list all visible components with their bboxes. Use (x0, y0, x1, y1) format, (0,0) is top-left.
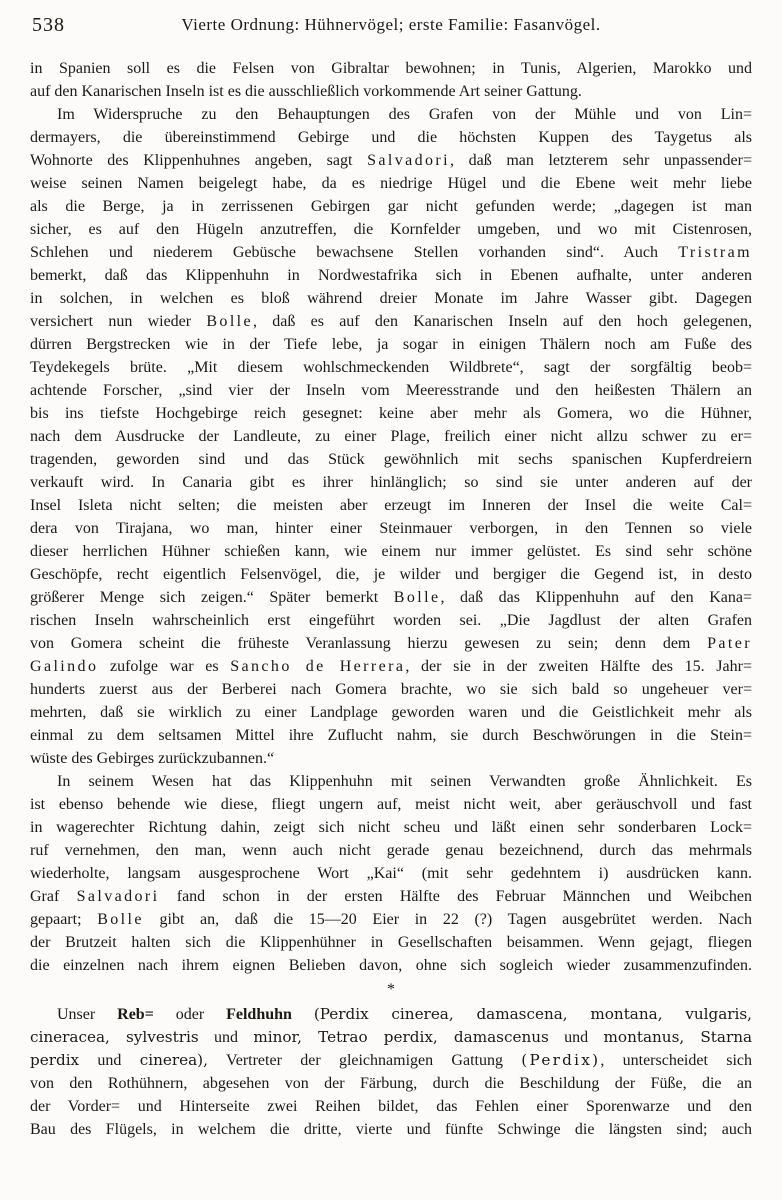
text-line (30, 954, 752, 977)
spaced-name: Bolle (97, 911, 144, 928)
text-line (30, 80, 752, 103)
text-line (30, 218, 752, 241)
latin-name: montanus, Starna (603, 1028, 752, 1046)
section-separator: * (387, 981, 395, 998)
text-line (30, 494, 752, 517)
text-run: Geschöpfe, recht eigentlich Felsenvögel, die, je wilder und bergiger die Gegend ist, in desto (30, 566, 752, 583)
text-run: tragenden, geworden sind und das Stück gewöhnlich mit sechs spanischen Kupferdreiern (30, 451, 752, 468)
text-run: und (79, 1052, 140, 1069)
spaced-name: Sancho de Herrera (230, 658, 406, 675)
paragraph (30, 1003, 752, 1141)
spaced-name: Bolle (206, 313, 254, 330)
text-run: , daß das Klippenhuhn auf den Kana= (440, 589, 752, 606)
text-run: in solchen, in welchen es bloß während dreier Monate im Jahre Wasser gibt. Dagegen (30, 290, 752, 307)
latin-name: perdix (30, 1051, 80, 1069)
text-run: bemerkt, daß das Klippenhuhn in Nordwestafrika sich in Ebenen aufhalte, unter anderen (30, 267, 752, 284)
text-line (30, 724, 752, 747)
text-run: mehrten, daß sie wirklich zu einer Landplage geworden waren und die Geistlichkeit mehr als (30, 704, 752, 721)
text-line (30, 310, 752, 333)
text-line (30, 747, 752, 770)
text-line (30, 448, 752, 471)
text-run: Unser (57, 1006, 118, 1023)
running-header-title: Vierte Ordnung: Hühnervögel; erste Familie: Fasanvögel. (181, 15, 601, 34)
text-run: gibt an, daß die 15—20 Eier in 22 (?) Tagen ausgebrütet werden. Nach (143, 911, 752, 928)
text-run: nach dem Ausdrucke der Landleute, zu einer Plage, freilich einer nicht allzu schwer zu er= (30, 428, 752, 445)
text-line (30, 425, 752, 448)
text-line (30, 264, 752, 287)
text-line (30, 563, 752, 586)
text-run: Im Widerspruche zu den Behauptungen des Grafen von der Mühle und von Lin= (57, 106, 752, 123)
text-line (30, 908, 752, 931)
text-line (30, 356, 752, 379)
text-run: wiederholte, langsam ausgesprochene Wort „Kai“ (mit sehr gedehntem i) ausdrücken kann. (30, 865, 752, 882)
spaced-name: Galindo (30, 658, 99, 675)
text-run: wüste des Gebirges zurückzubannen.“ (30, 750, 275, 767)
text-run: dürren Bergstrecken wie in der Tiefe lebe, ja sogar in einigen Thälern noch am Fuße des (30, 336, 752, 353)
text-run: gepaart; (30, 911, 98, 928)
spaced-name: Bolle (393, 589, 441, 606)
text-run: , unterscheidet sich (600, 1052, 752, 1069)
text-run: achtende Forscher, „sind vier der Inseln vom Meeresstrande und den heißesten Thälern an (30, 382, 752, 399)
text-run: und (198, 1029, 254, 1046)
text-run: dieser herrlichen Hühner schießen kann, wie einem nur immer gelüstet. Es sind sehr schöne (30, 543, 752, 560)
text-run: dermayers, die übereinstimmend Gebirge und die höchsten Kuppen des Taygetus als (30, 129, 752, 146)
spaced-name: Salvadori (76, 888, 160, 905)
text-line (30, 839, 752, 862)
text-run: in wagerechter Richtung dahin, zeigt sich nicht scheu und läßt einen sehr sonderbaren Lock= (30, 819, 752, 836)
latin-name-spaced: (Perdix) (521, 1051, 601, 1069)
text-run: zufolge war es (98, 658, 231, 675)
spaced-name: Salvadori (367, 152, 450, 169)
text-run: von den Rothühnern, abgesehen von der Färbung, durch die Beschildung der Füße, die an (30, 1075, 752, 1092)
text-run: , daß es auf den Kanarischen Inseln auf den hoch gelegenen, (253, 313, 752, 330)
text-run: von Gomera scheint die früheste Veranlassung hierzu gewesen zu sein; denn dem (30, 635, 708, 652)
text-run: Graf (30, 888, 77, 905)
text-run: verkauft wird. In Canaria gibt es ihrer hinlänglich; so sind sie unter anderen auf der (30, 474, 752, 491)
latin-name: minor, Tetrao perdix, damascenus (253, 1028, 549, 1046)
latin-name: cineracea, sylvestris (30, 1028, 199, 1046)
text-run: die einzelnen nach ihrem eignen Belieben davon, ohne sich sogleich wieder zusammenzufinden. (30, 957, 752, 974)
text-run: Vertreter der gleichnamigen Gattung (207, 1052, 522, 1069)
text-line (30, 655, 752, 678)
text-line (30, 816, 752, 839)
text-run: größerer Menge sich zeigen.“ Später bemerkt (30, 589, 394, 606)
text-run: fand schon in der ersten Hälfte des Februar Männchen und Weibchen (159, 888, 752, 905)
text-run: , der sie in der zweiten Hälfte des 15. Jahr= (405, 658, 752, 675)
spaced-name: Tristram (678, 244, 752, 261)
text-line (30, 586, 752, 609)
paragraph (30, 770, 752, 977)
text-run: versichert nun wieder (30, 313, 207, 330)
text-run: in Spanien soll es die Felsen von Gibraltar bewohnen; in Tunis, Algerien, Marokko und (30, 60, 752, 77)
text-line (30, 333, 752, 356)
paragraph (30, 57, 752, 103)
text-run: Wohnorte des Klippenhuhnes angeben, sagt (30, 152, 368, 169)
text-run: , daß man letzterem sehr unpassender= (449, 152, 752, 169)
text-line (30, 471, 752, 494)
text-line (30, 57, 752, 80)
text-run: oder (153, 1006, 227, 1023)
spaced-name: Pater (707, 635, 752, 652)
text-run: Teydekegels brüte. „Mit diesem wohlschmeckenden Wildbrete“, sagt der sorgfältig beob= (30, 359, 752, 376)
text-line (30, 103, 752, 126)
text-line (30, 793, 752, 816)
running-header (30, 12, 752, 46)
bold-term: Reb= (117, 1006, 154, 1023)
text-line (30, 241, 752, 264)
text-run: weise seinen Namen beigelegt habe, da es niedrige Hügel und die Ebene weit mehr liebe (30, 175, 752, 192)
text-line (30, 1026, 752, 1049)
text-line (30, 609, 752, 632)
text-line (30, 1049, 752, 1072)
text-run: und (548, 1029, 604, 1046)
page-number: 538 (32, 14, 65, 36)
text-line (30, 149, 752, 172)
text-run: der Brutzeit halten sich die Klippenhühner in Gesellschaften beisammen. Wenn gejagt, fliegen (30, 934, 752, 951)
text-line (30, 172, 752, 195)
text-line (30, 632, 752, 655)
text-run: hunderts zuerst aus der Berberei nach Gomera brachte, wo sie sich bald so ungeheuer ver= (30, 681, 752, 698)
text-run (292, 1006, 314, 1023)
text-line (30, 701, 752, 724)
text-line (30, 540, 752, 563)
text-line (30, 885, 752, 908)
bold-term: Feldhuhn (226, 1006, 292, 1023)
text-line (30, 1072, 752, 1095)
text-line (30, 770, 752, 793)
text-run: einmal zu dem seltsamen Mittel ihre Zuflucht nahm, sie durch Beschwörungen in die Stein= (30, 727, 752, 744)
text-line (30, 1095, 752, 1118)
text-run: In seinem Wesen hat das Klippenhuhn mit seinen Verwandten große Ähnlichkeit. Es (57, 773, 752, 790)
text-run: als die Berge, ja in zerrissenen Gebirgen gar nicht gefunden werde; „dagegen ist man (30, 198, 752, 215)
paragraph (30, 103, 752, 770)
text-run: ist ebenso behende wie diese, fliegt ungern auf, meist nicht weit, aber geräuschvoll und fast (30, 796, 752, 813)
text-run: bis ins tiefste Hochgebirge reich gesegnet: keine aber mehr als Gomera, wo die Hühner, (30, 405, 752, 422)
text-run: auf den Kanarischen Inseln ist es die ausschließlich vorkommende Art seiner Gattung. (30, 83, 582, 100)
text-run: ruf vernehmen, den man, wenn auch nicht gerade genau bezeichnend, durch das mehrmals (30, 842, 752, 859)
text-line (30, 126, 752, 149)
text-run: Schlehen und niederem Gebüsche bewachsene Stellen vorhanden sind“. Auch (30, 244, 679, 261)
latin-name: (Perdix cinerea, damascena, montana, vulgaris, (313, 1005, 752, 1023)
text-line (30, 862, 752, 885)
text-line (30, 379, 752, 402)
page-body (30, 57, 752, 1141)
text-line (30, 1003, 752, 1026)
latin-name: cinerea), (139, 1051, 208, 1069)
text-run: der Vorder= und Hinterseite zwei Reihen bildet, das Fehlen einer Sporenwarze und den (30, 1098, 752, 1115)
text-line (30, 678, 752, 701)
text-line (30, 931, 752, 954)
text-run: Insel Isleta nicht selten; die meisten aber erzeugt im Inneren der Insel die weite Cal= (30, 497, 752, 514)
text-run: Bau des Flügels, in welchem die dritte, vierte und fünfte Schwinge die längsten sind; auch (30, 1121, 752, 1138)
text-line (30, 1118, 752, 1141)
text-run: rischen Inseln wahrscheinlich erst eingeführt worden sei. „Die Jagdlust der alten Grafen (30, 612, 752, 629)
text-line (30, 517, 752, 540)
text-line (30, 287, 752, 310)
text-line (30, 195, 752, 218)
text-run: dera von Tirajana, wo man, hinter einer Steinmauer verborgen, in den Tennen so viele (30, 520, 752, 537)
text-run: sicher, es auf den Hügeln anzutreffen, die Kornfelder umgeben, und wo mit Cistenrosen, (30, 221, 752, 238)
text-line (30, 402, 752, 425)
